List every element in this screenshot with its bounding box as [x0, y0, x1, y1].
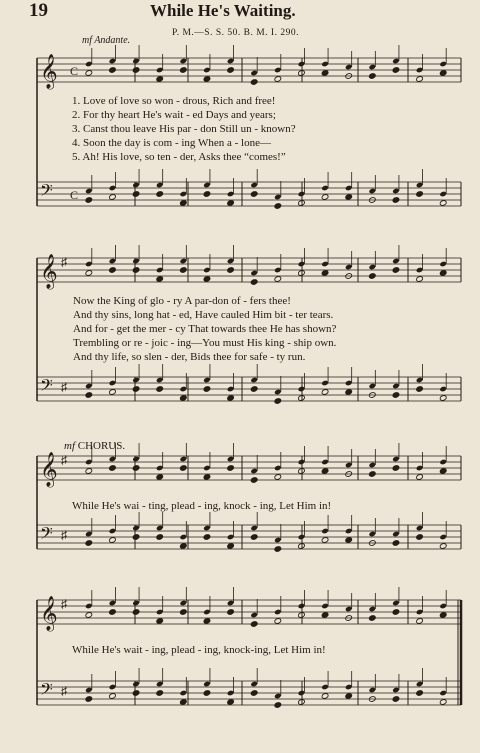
system-1-bass-note-head: [203, 191, 211, 198]
system-2-bass-note-head: [156, 386, 164, 393]
system-3-bass-note-head: [156, 534, 164, 541]
system-4-bass-note-head: [416, 690, 424, 697]
system-2-treble-note-head: [85, 270, 93, 277]
verse-4-line-1: 4. Soon the day is com - ing When a - lone—: [72, 137, 271, 149]
page-number: 19: [29, 0, 48, 21]
system-1-treble-note-head: [274, 76, 282, 83]
system-1-treble-note-head: [85, 70, 93, 77]
verse-3-line-2: And for - get the mer - cy That towards thee He has shown?: [73, 323, 337, 335]
bass-clef-icon: 𝄢: [40, 523, 53, 547]
bass-clef-icon: 𝄢: [40, 180, 53, 204]
treble-clef-icon: 𝄞: [40, 596, 58, 631]
sharp-icon: ♯: [61, 528, 67, 542]
system-1-treble-note-head: [369, 73, 377, 80]
system-4-treble-note-head: [274, 618, 282, 625]
verse-1-line-1: 1. Love of love so won - drous, Rich and free!: [72, 95, 276, 107]
verse-4-line-2: Trembling or re - joic - ing—You must His king - ship own.: [73, 337, 337, 349]
verse-2-line-2: And thy sins, long hat - ed, Have cauled Him bit - ter tears.: [73, 309, 334, 321]
system-4-bass-note-head: [132, 690, 140, 697]
system-2-bass-note-head: [203, 386, 211, 393]
treble-clef-icon: 𝄞: [40, 54, 58, 89]
chorus-lyric-2: While He's wait - ing, plead - ing, knock-ing, Let Him in!: [72, 644, 326, 656]
common-time-icon: C: [70, 64, 79, 78]
system-2-bass-note-head: [439, 395, 447, 402]
system-3-bass-note-head: [392, 540, 400, 547]
system-1-treble-note-head: [439, 70, 447, 77]
system-2-treble-note-head: [321, 270, 329, 277]
system-4-treble-note-head: [298, 612, 306, 619]
system-2-bass-note-head: [345, 389, 353, 396]
hymn-title: While He's Waiting.: [150, 1, 296, 20]
system-1-treble-note-head: [132, 67, 140, 74]
system-1-treble-note-head: [298, 70, 306, 77]
system-4-treble-note-head: [227, 609, 235, 616]
system-2-treble-note-head: [132, 267, 140, 274]
verse-5-line-2: And thy life, so slen - der, Bids thee for safe - ty run.: [73, 351, 306, 363]
system-1-bass-note-head: [109, 194, 117, 201]
system-1-treble-note-head: [416, 76, 424, 83]
chorus-dynamic: mf: [64, 440, 75, 452]
common-time-icon: C: [70, 188, 79, 202]
system-3-bass-note-head: [416, 534, 424, 541]
system-3-treble-note-head: [156, 474, 164, 481]
system-1-bass-note-head: [156, 191, 164, 198]
system-1-bass-note-head: [85, 197, 93, 204]
system-2-bass-note-head: [392, 392, 400, 399]
system-1-bass-note-head: [321, 194, 329, 201]
system-1-treble-note-head: [203, 76, 211, 83]
system-1-bass-note-head: [416, 191, 424, 198]
system-2-bass-note-head: [85, 392, 93, 399]
system-2-treble-note-head: [274, 276, 282, 283]
verse-5-line-1: 5. Ah! His love, so ten - der, Asks thee “comes!”: [72, 151, 286, 163]
tempo-direction: mf Andante.: [82, 35, 131, 46]
system-1-bass-note-head: [298, 200, 306, 207]
system-4-bass-note-head: [156, 690, 164, 697]
system-3-bass-note-head: [180, 543, 188, 550]
sharp-icon: ♯: [61, 255, 67, 269]
system-1-bass-note-head: [132, 191, 140, 198]
system-3-treble-note-head: [439, 468, 447, 475]
system-2-bass-note-head: [180, 395, 188, 402]
system-4-bass-note-head: [109, 693, 117, 700]
system-1-treble-note-head: [109, 67, 117, 74]
system-3-treble-note-head: [250, 477, 258, 484]
system-1-treble-note-head: [227, 67, 235, 74]
system-3-treble-note-head: [203, 474, 211, 481]
system-4-treble-note-head: [369, 615, 377, 622]
system-3-bass-note-head: [298, 543, 306, 550]
system-3-bass-note-head: [274, 546, 282, 553]
system-4-bass-note-head: [439, 699, 447, 706]
system-4-bass-note-head: [227, 699, 235, 706]
system-3-treble-note-head: [369, 471, 377, 478]
system-2-treble-note-head: [203, 276, 211, 283]
system-3-bass-note-head: [321, 537, 329, 544]
system-4-treble-note-head: [321, 612, 329, 619]
system-4-bass-note-head: [298, 699, 306, 706]
system-4-treble-note-head: [109, 609, 117, 616]
system-3-treble-note-head: [227, 465, 235, 472]
system-3-treble-note-head: [392, 465, 400, 472]
chorus-label: CHORUS.: [77, 440, 126, 452]
system-2-bass-note-head: [298, 395, 306, 402]
system-2-bass-note-head: [227, 395, 235, 402]
system-2-treble-note-head: [298, 270, 306, 277]
sharp-icon: ♯: [61, 684, 67, 698]
system-1-treble-note-head: [392, 67, 400, 74]
system-1-treble-note-head: [180, 67, 188, 74]
verse-3-line-1: 3. Canst thou leave His par - don Still un - known?: [72, 123, 296, 135]
system-2-treble-note-head: [439, 270, 447, 277]
system-4-bass-note-head: [392, 696, 400, 703]
verse-2-line-1: 2. For thy heart He's wait - ed Days and years;: [72, 109, 276, 121]
system-2-bass-note-head: [321, 389, 329, 396]
system-2-treble-note-head: [392, 267, 400, 274]
system-1-bass-note-head: [274, 203, 282, 210]
system-4-bass-note-head: [85, 696, 93, 703]
sharp-icon: ♯: [61, 453, 67, 467]
system-3-treble-note-head: [298, 468, 306, 475]
system-2-bass-note-head: [274, 398, 282, 405]
system-1-bass-note-head: [392, 197, 400, 204]
system-4-treble-note-head: [180, 609, 188, 616]
system-2-treble-note-head: [250, 279, 258, 286]
system-2-bass-note-head: [109, 389, 117, 396]
system-4-treble-note-head: [416, 618, 424, 625]
system-4-bass-note-head: [203, 690, 211, 697]
meter-reference: P. M.—S. S. 50. B. M. I. 290.: [172, 28, 299, 38]
system-3-treble-note-head: [109, 465, 117, 472]
system-4-bass-note-head: [274, 702, 282, 709]
system-3-bass-note-head: [250, 534, 258, 541]
system-3-bass-note-head: [85, 540, 93, 547]
system-4-treble-note-head: [132, 609, 140, 616]
system-3-treble-note-head: [85, 468, 93, 475]
system-4-treble-note-head: [203, 618, 211, 625]
treble-clef-icon: 𝄞: [40, 452, 58, 487]
system-1-treble-note-head: [250, 79, 258, 86]
system-4-bass-note-head: [321, 693, 329, 700]
system-4-treble-note-head: [250, 621, 258, 628]
system-2-treble-note-head: [156, 276, 164, 283]
chorus-lyric-1: While He's wai - ting, plead - ing, knock - ing, Let Him in!: [72, 500, 332, 512]
bass-clef-icon: 𝄢: [40, 375, 53, 399]
system-2-bass-note-head: [416, 386, 424, 393]
system-2-treble-note-head: [109, 267, 117, 274]
system-3-treble-note-head: [416, 474, 424, 481]
sharp-icon: ♯: [61, 380, 67, 394]
system-3-bass-note-head: [132, 534, 140, 541]
chorus-heading: [64, 440, 125, 452]
system-4-bass-note-head: [345, 693, 353, 700]
system-1-bass-note-head: [345, 194, 353, 201]
system-4-treble-note-head: [85, 612, 93, 619]
bass-clef-icon: 𝄢: [40, 679, 53, 703]
system-2-treble-note-head: [180, 267, 188, 274]
system-4-bass-note-head: [250, 690, 258, 697]
system-3-treble-note-head: [132, 465, 140, 472]
system-1-treble-note-head: [156, 76, 164, 83]
system-3-bass-note-head: [203, 534, 211, 541]
system-2-treble-note-head: [416, 276, 424, 283]
system-4-bass-note-head: [180, 699, 188, 706]
system-2-treble-note-head: [369, 273, 377, 280]
system-3-treble-note-head: [180, 465, 188, 472]
system-2-treble-note-head: [227, 267, 235, 274]
system-3-bass-note-head: [439, 543, 447, 550]
verse-1-line-2: Now the King of glo - ry A par-don of - fers thee!: [73, 295, 291, 307]
system-1-treble-note-head: [321, 70, 329, 77]
system-4-treble-note-head: [439, 612, 447, 619]
system-4-treble-note-head: [156, 618, 164, 625]
treble-clef-icon: 𝄞: [40, 254, 58, 289]
system-2-bass-note-head: [132, 386, 140, 393]
system-1-bass-note-head: [180, 200, 188, 207]
system-2-bass-note-head: [250, 386, 258, 393]
system-3-bass-note-head: [345, 537, 353, 544]
system-1-bass-note-head: [227, 200, 235, 207]
system-4-treble-note-head: [392, 609, 400, 616]
system-1-bass-note-head: [250, 191, 258, 198]
sharp-icon: ♯: [61, 597, 67, 611]
system-3-treble-note-head: [321, 468, 329, 475]
system-3-treble-note-head: [274, 474, 282, 481]
system-1-bass-note-head: [439, 200, 447, 207]
system-3-bass-note-head: [227, 543, 235, 550]
system-3-bass-note-head: [109, 537, 117, 544]
